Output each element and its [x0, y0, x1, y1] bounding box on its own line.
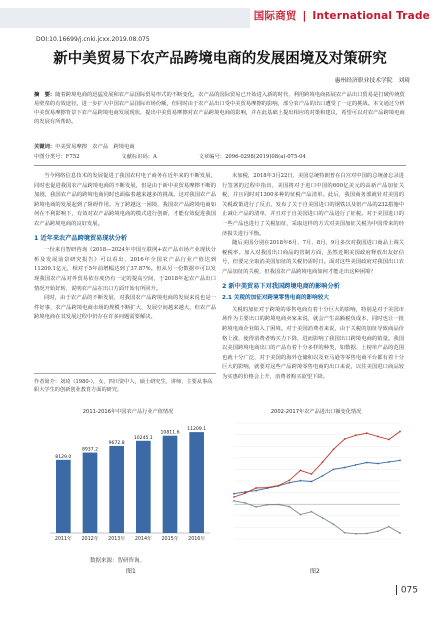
- data-point: [255, 490, 257, 492]
- data-point: [388, 439, 390, 441]
- data-point: [344, 467, 346, 469]
- data-point: [355, 533, 357, 535]
- data-point: [277, 504, 279, 506]
- data-point: [399, 460, 401, 462]
- data-point: [322, 517, 324, 519]
- data-label: 9672.8: [108, 440, 125, 446]
- data-point: [255, 506, 257, 508]
- journal-name-en: International Trade: [312, 10, 430, 22]
- divider: [34, 165, 406, 166]
- right-paragraph-2: 关税的加征对于跨境的零售电商有着十分巨大的影响，特别是对于美国市场作为主要出口的跨境电商卖家来说，就会产生高额税负成本，同时也让一批跨境电商企业陷入了困境。对于美国消费者来说，由于关税的加征导致商品价格上涨，使得消费者购买力下降，进而影响了我国出口跨境电商的销量。我国以美国跨境电商出口的产品有着十分多样的种类，如数据、上榜单产品的范围也就十分广泛，对于美国的海外仓储和以及亚马逊等零售电商平台都有着十分巨大的影响，就要对这些产品跨境零售电商的出口来说，以往美国进口商品较为实惠的价格会上升，消费者购买欲望下降。: [222, 306, 404, 380]
- article-meta: [34, 152, 406, 160]
- x-tick-label: 2013年: [108, 537, 126, 542]
- intro-paragraph: 当今网络信息技术的发展促进了我国农村电子商务在近年来的不断发展，同时也促进我国农产品跨境电商的不断发展，但是由于新中美贸易摩擦不断的加剧，我国农产品的跨境电商同时也面临着越来越多的挑战。这对我国农产品跨境电商的发展起到了阻碍作用。为了跨越这一困境，我国农产品跨境电商如何在不利影响下，有效对农产品跨境电商的模式进行创新，才能有效促进我国农产品跨境电商的良好发展。: [34, 173, 216, 227]
- x-tick-label: 2015年: [161, 537, 179, 542]
- right-paragraph-1: 随后美国分别在2018年6月、7月、8月、9月多次对我国进口商品上调关税税率。加入对我国出口商品的管制方面，虽然近期美国政府释放出友好信号，但要完全取消美国加征的关税仍需时日。面对这些美国政府对我国出口农产品加征的关税，但我国农产品跨境电商如何才能走出这种困境？: [222, 240, 404, 275]
- data-point: [333, 523, 335, 525]
- x-tick-label: 2012年: [81, 537, 99, 542]
- data-point: [233, 493, 235, 495]
- data-point: [344, 438, 346, 440]
- abstract-text: 随着跨境电商的迅猛发展和农产品国际贸易形式的不断变化，农产品的国际贸易已开始进入新的时代，利用跨境电商拓展农产品出口贸易是打破传统贸易壁垒的有效途径。进一步扩大中国农产品国际市场份额，但同时由于农产品出口受中美贸易摩擦的影响，部分农产品的出口遭受了一定的挑战。本文通过分析中美贸易摩擦背景下农产品跨境电商发展现状，提出中美贸易摩擦对农产品跨境电商的影响，并在此基础上提出相应的对策和建议，希望可以对农产品跨境电商的发展有所帮助。: [34, 92, 405, 125]
- keywords-label: 关键词：: [34, 144, 56, 150]
- data-point: [288, 506, 290, 508]
- right-paragraph-0: 未加税，2018年3月22日，美国总统特朗普在白宫对中国的总统备忘录进行签署的过程中指出，美国将对于进口中国的600亿美元的高新产品加征关税，并且同时对1300多种的征税产品清单。此后，我国商务部就针对美国的关税政策进行了反击，发布了关于自美国进口的钢铁以及铝产品的232措施中止减让产品的清单，并且对于自美国进口的产品进行了征税。对于美国进口的一些产品也进行了关税加征，采取这样的方式对美国加征关税为中国带来的经济损失进行平衡。: [222, 173, 404, 237]
- data-point: [266, 487, 268, 489]
- page-number: [396, 585, 418, 596]
- data-point: [311, 473, 313, 475]
- data-label: 10245.1: [133, 435, 153, 441]
- keywords-text: 中美贸易摩擦 农产品 跨境电商: [55, 144, 135, 150]
- bar: [189, 432, 204, 533]
- figure-1-source: 数据来源：智研咨询。: [90, 558, 146, 564]
- article-title: 新中美贸易下农产品跨境电商的发展困境及对策研究: [53, 51, 387, 67]
- section-heading-2: 2 新中美贸易下对我国跨境电商的影响分析: [222, 282, 340, 290]
- data-point: [277, 485, 279, 487]
- bar-chart: [38, 415, 218, 550]
- data-point: [288, 482, 290, 484]
- right-column: [222, 172, 404, 382]
- figure-1-title: 2011-2016年中国农产品行业产值情况: [82, 409, 174, 415]
- data-point: [266, 504, 268, 506]
- document-code: 文献标识码：A: [121, 154, 157, 160]
- data-point: [377, 436, 379, 438]
- bar: [136, 441, 151, 533]
- data-label: 11209.1: [187, 427, 207, 433]
- data-point: [233, 500, 235, 502]
- data-point: [244, 492, 246, 494]
- data-point: [399, 431, 401, 433]
- data-point: [244, 502, 246, 504]
- figure-2-title: 2002-2017年农产品进出口额变化情况: [270, 409, 362, 415]
- abstract: [34, 91, 406, 127]
- x-tick-label: 2016年: [188, 537, 206, 542]
- clc-number: 中图分类号：F752: [34, 154, 80, 160]
- data-point: [344, 532, 346, 534]
- data-point: [388, 526, 390, 528]
- data-point: [366, 462, 368, 464]
- figure-2: [226, 408, 406, 558]
- journal-name: [254, 8, 430, 23]
- journal-separator: |: [302, 10, 307, 22]
- series-line: [234, 432, 400, 498]
- bar: [83, 453, 98, 533]
- data-point: [399, 532, 401, 534]
- abstract-label: 摘 要：: [34, 92, 56, 98]
- data-point: [355, 464, 357, 466]
- data-point: [233, 496, 235, 498]
- section-heading-1: 1 近年来农产品跨境贸易现状分析: [34, 234, 128, 242]
- data-point: [366, 533, 368, 535]
- data-point: [322, 475, 324, 477]
- data-point: [322, 461, 324, 463]
- series-line: [234, 460, 400, 493]
- doi: DOI:10.16699/j.cnki.jcxx.2019.08.075: [36, 36, 150, 43]
- bar: [56, 460, 71, 533]
- header-stripe: [0, 8, 250, 28]
- line-chart: [226, 415, 406, 550]
- data-point: [300, 514, 302, 516]
- section1-paragraph-2: 同时，由于农产品的不断发展，对我国农产品跨境电商的发展来说也是一件好事，农产品跨境电商市场的规模不断扩大，发展空间越来越大，但农产品跨境电商在其发展过程中仍存在许多问题需要解决。: [34, 295, 216, 321]
- data-point: [311, 481, 313, 483]
- subsection-heading-2-1: 2.1 关税的加征对跨境零售电商的影响较大: [222, 295, 329, 302]
- section1-paragraph-1: 一份来自智研咨询《2018—2024年中国互联网+农产品市场产业现状分析及发展前景研究报告》可以看出，2016年全国农产品行业产值达到11209.1亿元，相对于5年前增幅达到了37.87%。但从另一份数据中可以发现我国农产品对外贸易依存度仍有一定的提高空间，于2018年起农产品出口情况开始好转，说明农产品在出口方面开始有所回升。: [34, 247, 216, 292]
- data-point: [255, 487, 257, 489]
- data-point: [300, 480, 302, 482]
- article-number: 文章编号：2096-0298(2019)08(a)-075-04: [198, 154, 306, 160]
- data-label: 8129.0: [55, 454, 72, 460]
- series-line: [234, 501, 400, 534]
- data-point: [377, 530, 379, 532]
- data-point: [288, 479, 290, 481]
- figure-1-caption: 图1: [126, 568, 136, 575]
- data-point: [355, 434, 357, 436]
- data-point: [300, 469, 302, 471]
- author-line: 惠州经济职业技术学院 刘琦: [334, 78, 410, 84]
- x-tick-label: 2014年: [134, 537, 152, 542]
- page-number-text: 075: [400, 585, 418, 596]
- keywords: [34, 142, 135, 150]
- data-point: [388, 461, 390, 463]
- data-label: 10811.6: [160, 430, 180, 436]
- data-point: [366, 432, 368, 434]
- data-point: [333, 468, 335, 470]
- data-point: [311, 511, 313, 513]
- left-column: [34, 172, 216, 323]
- bar: [163, 436, 178, 533]
- data-point: [333, 448, 335, 450]
- figure-1: [38, 408, 218, 558]
- data-label: 8937.2: [81, 447, 99, 453]
- figure-2-caption: 图2: [310, 568, 320, 575]
- journal-header: [0, 0, 440, 38]
- x-tick-label: 2011年: [54, 537, 72, 542]
- author-note: 作者简介：刘琦（1980-），女，四川资中人，硕士研究生，讲师，主要从事高职大学生的创新创业教育方面的研究。: [34, 373, 216, 395]
- journal-name-cn: 国际商贸: [253, 10, 297, 22]
- page-number-bar: [396, 585, 397, 595]
- bar: [109, 446, 124, 533]
- data-point: [377, 463, 379, 465]
